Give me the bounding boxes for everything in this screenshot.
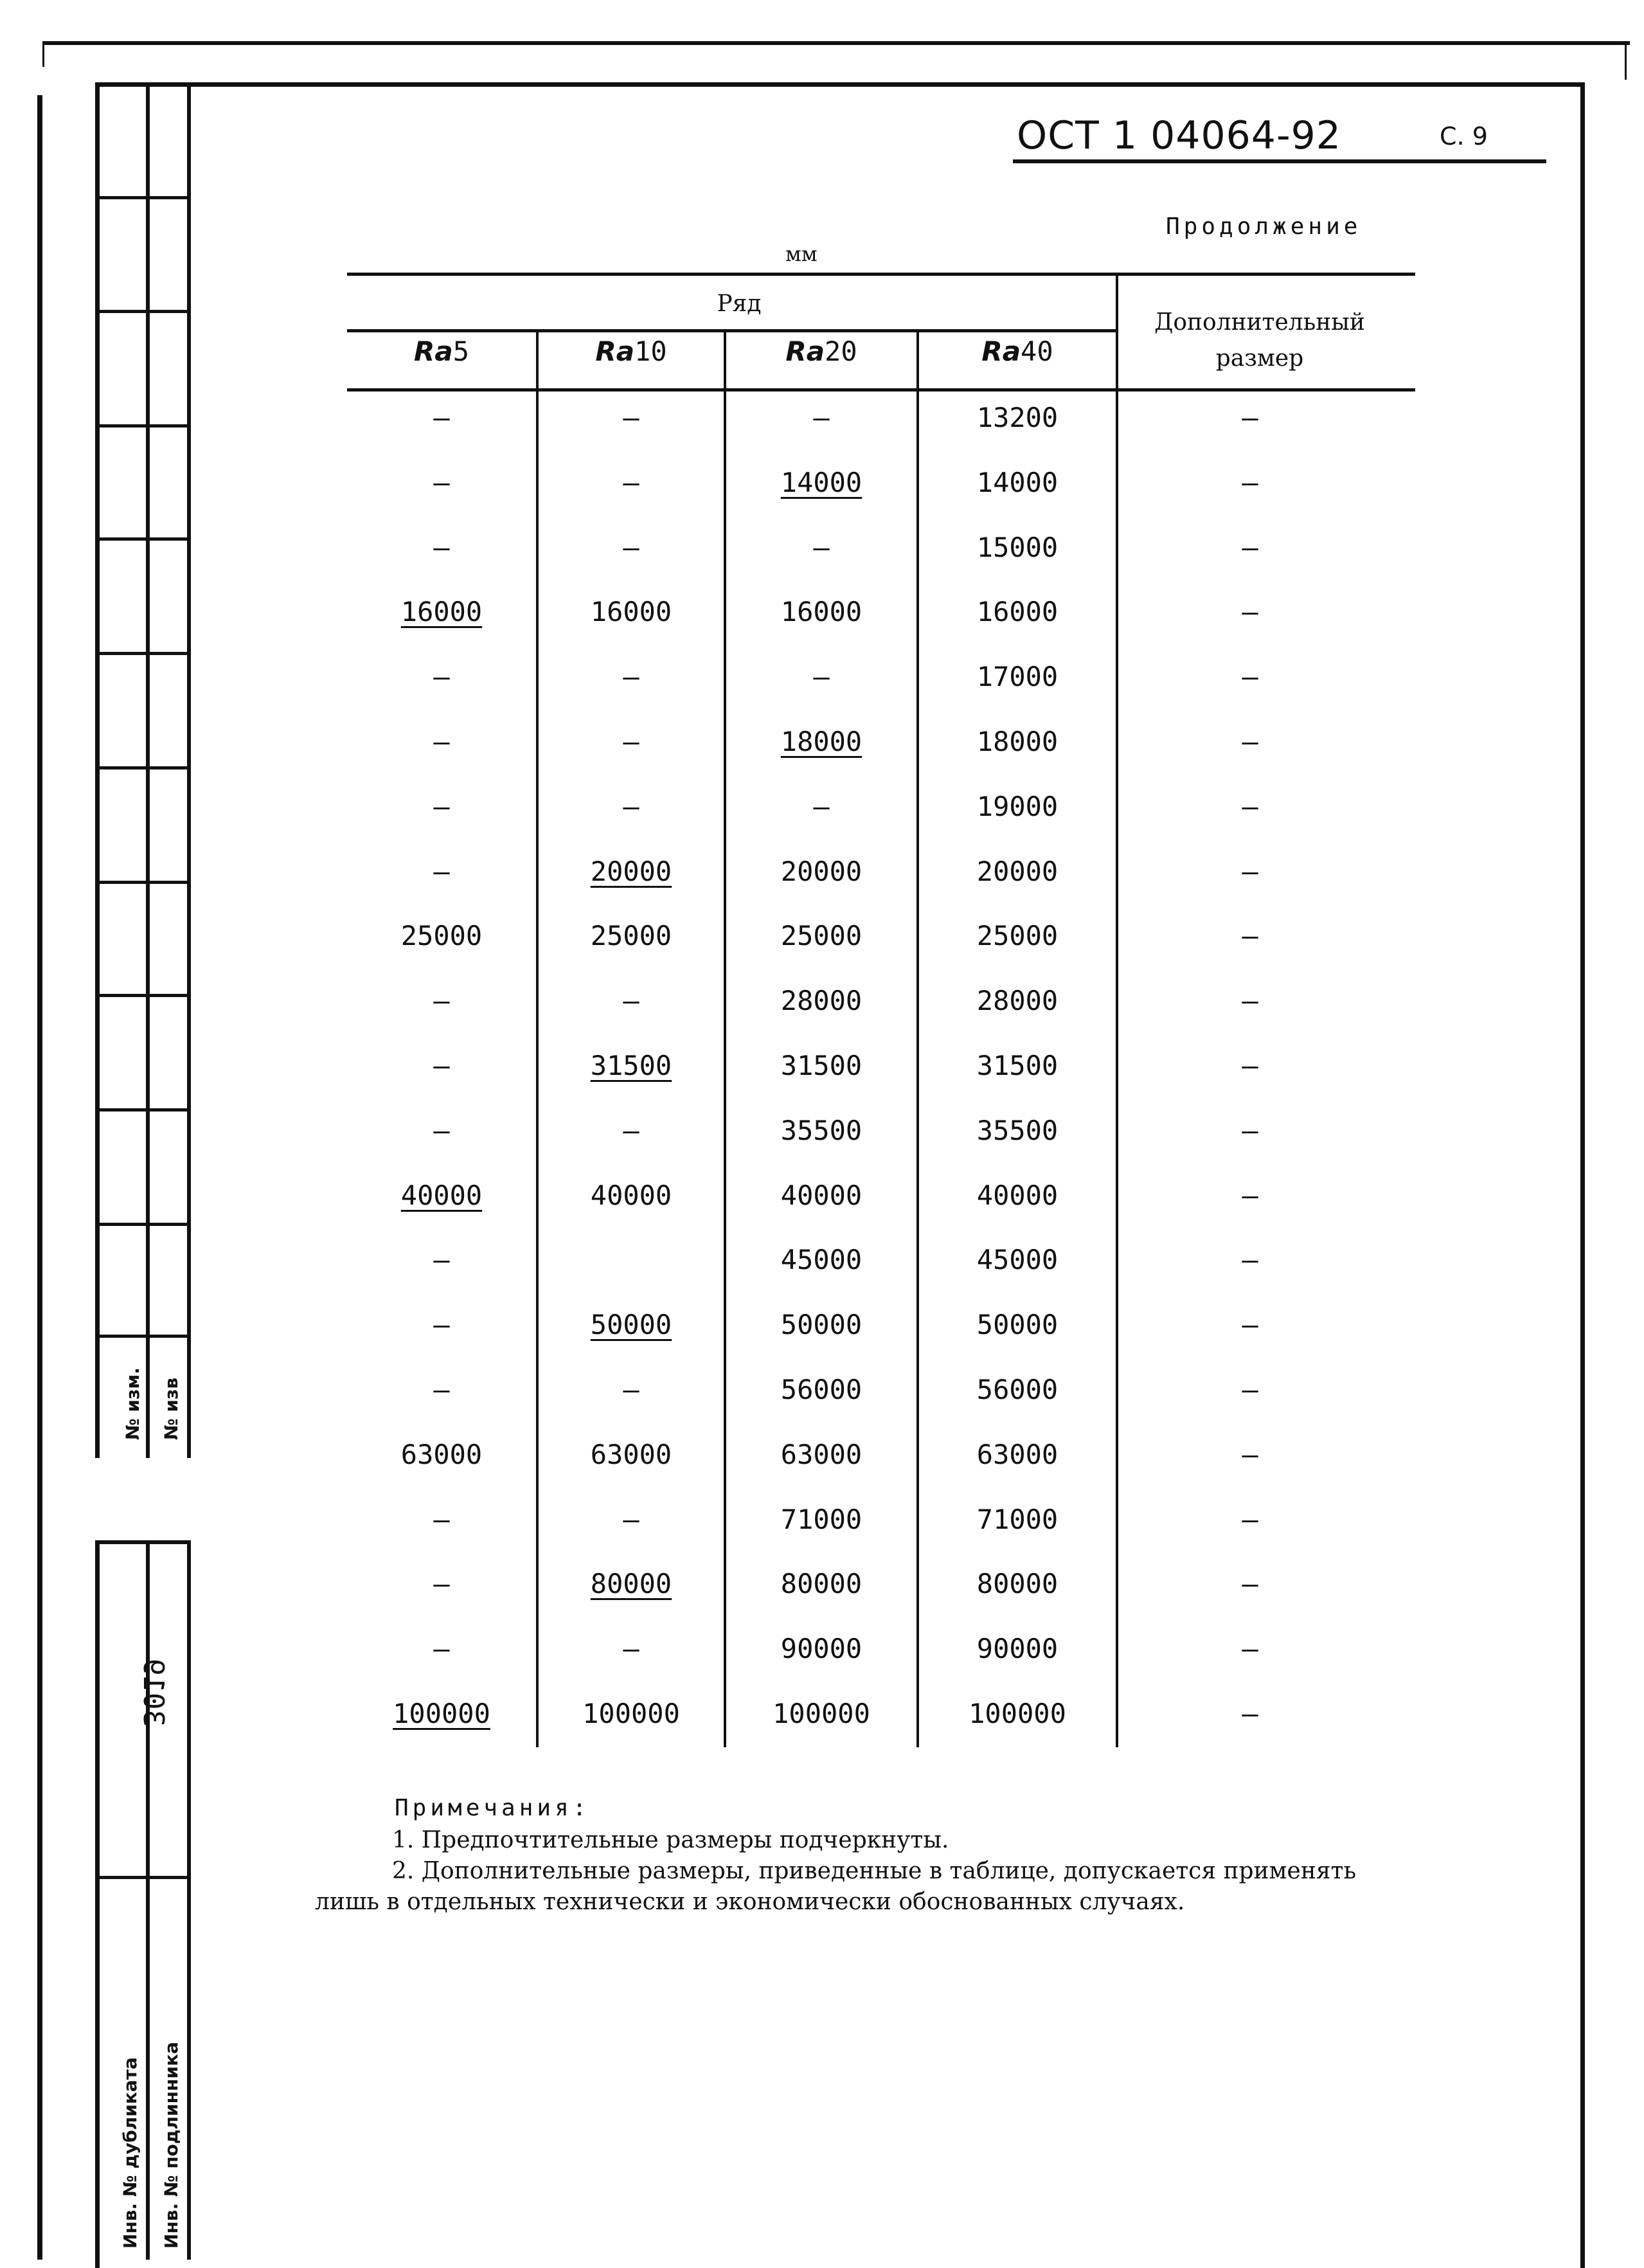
table-cell-ra20: 31500 <box>780 1050 862 1081</box>
table-cell-ra5: 40000 <box>400 1180 483 1211</box>
table-cell-ra5: 100000 <box>393 1698 490 1729</box>
label-inv-dubl: Инв. № дубликата <box>120 2057 141 2249</box>
strip-line <box>95 994 191 997</box>
table-cell-ra5: – <box>433 661 450 692</box>
units-label: мм <box>785 242 818 266</box>
table-cell-ra10: – <box>623 726 639 757</box>
table-cell-extra: – <box>1242 1568 1258 1599</box>
table-cell-ra10 <box>539 1241 724 1279</box>
note-item: лишь в отдельных технически и экономически обоснованных случаях. <box>315 1889 1185 1915</box>
table-cell-ra10: 20000 <box>590 856 672 887</box>
table-cell-ra40: 28000 <box>976 985 1059 1016</box>
table-cell-ra20: – <box>813 532 830 563</box>
table-cell-ra5: – <box>433 985 450 1016</box>
strip-line <box>95 537 191 541</box>
column-header-ra20: Ra20 <box>785 336 857 367</box>
table-cell-ra20: – <box>813 791 830 822</box>
column-header-ra20-text: 20 <box>825 336 857 367</box>
table-cell-extra: – <box>1242 1180 1258 1211</box>
column-header-ra5-text: 5 <box>452 336 469 367</box>
table-cell-ra20: 63000 <box>780 1439 862 1470</box>
label-n-izm: № изм. <box>122 1367 143 1440</box>
table-cell-ra20: 20000 <box>780 856 862 887</box>
note-item: 1. Предпочтительные размеры подчеркнуты. <box>392 1827 949 1853</box>
table-cell-extra: – <box>1242 1504 1258 1535</box>
table-cell-ra10: 63000 <box>590 1439 672 1470</box>
table-cell-ra5: – <box>433 1504 450 1535</box>
table-cell-ra5: 25000 <box>400 920 483 951</box>
table-cell-ra5: – <box>433 1633 450 1664</box>
table-cell-ra40: 15000 <box>976 532 1059 563</box>
strip-line <box>95 1876 191 1879</box>
column-header-ra10: Ra10 <box>595 336 667 367</box>
table-cell-ra40: 18000 <box>976 726 1059 757</box>
table-cell-ra10: – <box>623 1374 639 1405</box>
table-cell-extra: – <box>1242 661 1258 692</box>
table-cell-ra40: 16000 <box>976 596 1059 627</box>
table-cell-ra10: 16000 <box>590 596 672 627</box>
table-cell-ra40: 40000 <box>976 1180 1059 1211</box>
strip-line <box>95 424 191 428</box>
strip-divider <box>146 82 150 1458</box>
table-cell-ra5: – <box>433 1374 450 1405</box>
table-cell-ra5: – <box>433 726 450 757</box>
table-cell-ra10: 31500 <box>590 1050 672 1081</box>
table-cell-ra20: 80000 <box>780 1568 862 1599</box>
table-cell-extra: – <box>1242 532 1258 563</box>
strip-line <box>95 310 191 313</box>
table-cell-extra: – <box>1242 1309 1258 1340</box>
table-cell-ra40: 63000 <box>976 1439 1059 1470</box>
table-cell-ra40: 13200 <box>976 402 1059 433</box>
table-cell-ra20: 71000 <box>780 1504 862 1535</box>
table-cell-ra10: – <box>623 532 639 563</box>
table-cell-ra10: 100000 <box>582 1698 680 1729</box>
table-cell-extra: – <box>1242 791 1258 822</box>
label-inv-podl: Инв. № подлинника <box>161 2042 182 2249</box>
header-extra-size: Дополнительный размер <box>1154 309 1365 372</box>
label-n-izv: № изв <box>161 1377 182 1440</box>
table-cell-ra5: – <box>433 467 450 498</box>
table-cell-ra20: – <box>813 661 830 692</box>
table-cell-ra40: 56000 <box>976 1374 1059 1405</box>
table-cell-ra10: 80000 <box>590 1568 672 1599</box>
page-edge-tick <box>42 41 44 67</box>
table-cell-extra: – <box>1242 1244 1258 1275</box>
table-cell-ra10: 25000 <box>590 920 672 951</box>
table-cell-ra40: 19000 <box>976 791 1059 822</box>
table-cell-ra20: 50000 <box>780 1309 862 1340</box>
table-cell-extra: – <box>1242 402 1258 433</box>
table-cell-ra10: – <box>623 985 639 1016</box>
table-cell-ra5: 16000 <box>400 596 483 627</box>
strip-divider <box>187 82 191 1458</box>
strip-line <box>95 1223 191 1226</box>
note-item: 2. Дополнительные размеры, приведенные в таблице, допускается применять <box>392 1858 1357 1884</box>
table-cell-ra10: – <box>623 1633 639 1664</box>
strip-gap <box>90 1458 199 1540</box>
table-cell-ra10: – <box>623 791 639 822</box>
table-cell-extra: – <box>1242 1698 1258 1729</box>
table-cell-ra5: – <box>433 1050 450 1081</box>
table-rule-header <box>347 388 1415 392</box>
column-header-ra5: Ra5 <box>414 336 469 367</box>
page-number: С. 9 <box>1440 122 1488 150</box>
table-cell-ra10: – <box>623 1115 639 1146</box>
table-cell-ra10: 50000 <box>590 1309 672 1340</box>
continuation-label: Продолжение <box>1166 213 1362 240</box>
strip-line <box>95 766 191 770</box>
page-edge-left <box>37 95 42 2260</box>
table-cell-ra5: – <box>433 791 450 822</box>
table-cell-ra20: 16000 <box>780 596 862 627</box>
table-cell-ra5: – <box>433 532 450 563</box>
table-cell-ra5: – <box>433 402 450 433</box>
strip-line <box>95 196 191 199</box>
table-cell-ra5: – <box>433 1244 450 1275</box>
table-cell-ra20: 35500 <box>780 1115 862 1146</box>
table-cell-ra20: 40000 <box>780 1180 862 1211</box>
table-cell-ra40: 14000 <box>976 467 1059 498</box>
table-cell-ra5: – <box>433 1568 450 1599</box>
column-header-ra40: Ra40 <box>981 336 1053 367</box>
strip-divider <box>187 1543 191 2260</box>
table-cell-ra20: 56000 <box>780 1374 862 1405</box>
table-cell-ra5: – <box>433 1309 450 1340</box>
table-cell-ra20: 45000 <box>780 1244 862 1275</box>
table-cell-ra20: 25000 <box>780 920 862 951</box>
strip-line <box>95 1540 191 1544</box>
table-cell-ra40: 50000 <box>976 1309 1059 1340</box>
header-series: Ряд <box>717 291 762 317</box>
page-edge-top <box>42 41 1630 45</box>
document-code: ОСТ 1 04064-92 <box>1017 113 1341 158</box>
strip-line <box>95 652 191 655</box>
table-cell-extra: – <box>1242 726 1258 757</box>
table-cell-ra10: – <box>623 661 639 692</box>
strip-line <box>95 1335 191 1338</box>
table-rule-top <box>347 273 1415 276</box>
document-code-underline <box>1013 159 1546 163</box>
strip-line <box>95 881 191 884</box>
table-cell-extra: – <box>1242 1050 1258 1081</box>
column-header-ra40-text: 40 <box>1021 336 1053 367</box>
notes-title: Примечания: <box>395 1795 591 1821</box>
table-rule-group <box>347 329 1118 332</box>
table-cell-ra5: – <box>433 856 450 887</box>
table-cell-extra: – <box>1242 1115 1258 1146</box>
table-cell-extra: – <box>1242 1633 1258 1664</box>
stamp-number: 3019 <box>137 1659 170 1727</box>
table-cell-ra20: 90000 <box>780 1633 862 1664</box>
table-cell-extra: – <box>1242 467 1258 498</box>
table-cell-ra10: 40000 <box>590 1180 672 1211</box>
table-cell-ra40: 35500 <box>976 1115 1059 1146</box>
table-cell-extra: – <box>1242 920 1258 951</box>
table-cell-ra20: – <box>813 402 830 433</box>
table-cell-ra20: 28000 <box>780 985 862 1016</box>
table-cell-extra: – <box>1242 856 1258 887</box>
strip-divider <box>146 1543 150 2260</box>
table-cell-extra: – <box>1242 985 1258 1016</box>
table-cell-ra40: 71000 <box>976 1504 1059 1535</box>
table-cell-ra20: 18000 <box>780 726 862 757</box>
table-cell-ra10: – <box>623 467 639 498</box>
table-cell-ra40: 31500 <box>976 1050 1059 1081</box>
strip-line <box>95 1108 191 1112</box>
table-cell-ra40: 90000 <box>976 1633 1059 1664</box>
table-cell-ra40: 100000 <box>969 1698 1066 1729</box>
table-cell-ra20: 100000 <box>773 1698 870 1729</box>
table-cell-ra5: – <box>433 1115 450 1146</box>
table-cell-ra20: 14000 <box>780 467 862 498</box>
table-cell-ra40: 45000 <box>976 1244 1059 1275</box>
table-cell-extra: – <box>1242 1439 1258 1470</box>
table-cell-ra40: 17000 <box>976 661 1059 692</box>
table-cell-extra: – <box>1242 596 1258 627</box>
table-cell-ra10: – <box>623 1504 639 1535</box>
table-cell-extra: – <box>1242 1374 1258 1405</box>
table-cell-ra10: – <box>623 402 639 433</box>
column-header-ra10-text: 10 <box>634 336 667 367</box>
table-cell-ra40: 25000 <box>976 920 1059 951</box>
table-cell-ra40: 20000 <box>976 856 1059 887</box>
page-edge-tick <box>1625 41 1627 80</box>
table-cell-ra5: 63000 <box>400 1439 483 1470</box>
table-cell-ra40: 80000 <box>976 1568 1059 1599</box>
